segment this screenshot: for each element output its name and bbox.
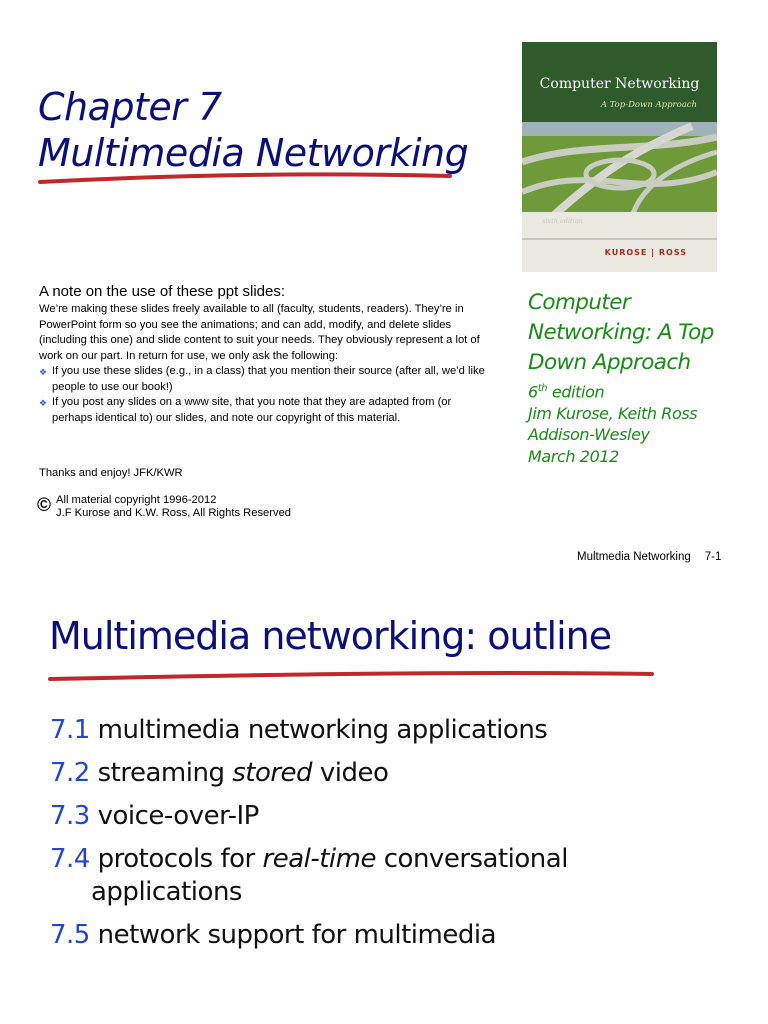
book-publisher: Addison-Wesley — [528, 425, 650, 445]
copyright-icon: © — [37, 495, 51, 516]
note-bullet: ❖ If you post any slides on a www site, that you note that they are adapted from (or perhaps identical to) our slides, and note our copyright of this material. — [39, 396, 452, 424]
book-edition: 6th edition — [528, 382, 605, 402]
usage-note — [39, 283, 494, 426]
book-authors: Jim Kurose, Keith Ross — [528, 403, 698, 423]
outline-list — [50, 709, 750, 957]
outline-title: Multimedia networking: outline — [49, 614, 612, 658]
diamond-bullet-icon: ❖ — [39, 398, 48, 408]
slide-2 — [0, 590, 768, 1024]
outline-item: 7.4 protocols for real-time conversational — [50, 844, 568, 874]
outline-item: 7.3 voice-over-IP — [50, 801, 259, 831]
book-date: March 2012 — [528, 446, 619, 466]
outline-item: 7.1 multimedia networking applications — [50, 715, 548, 745]
slide-footer — [577, 551, 721, 563]
cover-subtitle: A Top-Down Approach — [600, 100, 697, 110]
note-heading: A note on the use of these ppt slides: — [39, 283, 286, 300]
chapter-title-line1: Chapter 7 — [38, 85, 222, 129]
cover-authors: KUROSE | ROSS — [604, 248, 687, 257]
outline-title-underline — [46, 666, 658, 686]
book-info — [528, 288, 758, 467]
footer-label: Multmedia Networking — [577, 551, 691, 563]
thanks-text: Thanks and enjoy! JFK/KWR — [39, 467, 183, 479]
title-underline — [36, 166, 456, 188]
note-bullet: ❖ If you use these slides (e.g., in a class) that you mention their source (after all, we’d like people to use our book!) — [39, 365, 485, 393]
page-number: 7-1 — [704, 551, 722, 563]
outline-item-continuation: applications — [91, 877, 242, 907]
cover-edition: sixth edition — [542, 217, 583, 225]
book-title: Computer Networking: A Top Down Approach — [528, 290, 714, 375]
chapter-title-line2: Multimedia Networking — [38, 131, 469, 175]
outline-item: 7.2 streaming stored video — [50, 758, 389, 788]
note-bullets — [39, 364, 494, 426]
copyright-text: All material copyright 1996-2012 J.F Kurose and K.W. Ross, All Rights Reserved — [56, 494, 292, 519]
chapter-title — [38, 84, 468, 176]
diamond-bullet-icon: ❖ — [39, 367, 48, 377]
outline-item: 7.5 network support for multimedia — [50, 920, 497, 950]
note-body: We’re making these slides freely available to all (faculty, students, readers). They’re in PowerPoint form so you see the animations; and can add, modify, and delete slides (including this one) and slide content to suit your needs. They obviously represent a lot of work on our part. In return for use, we only ask the following: — [39, 303, 480, 362]
cover-title: Computer Networking — [539, 76, 700, 92]
book-cover — [522, 42, 717, 272]
